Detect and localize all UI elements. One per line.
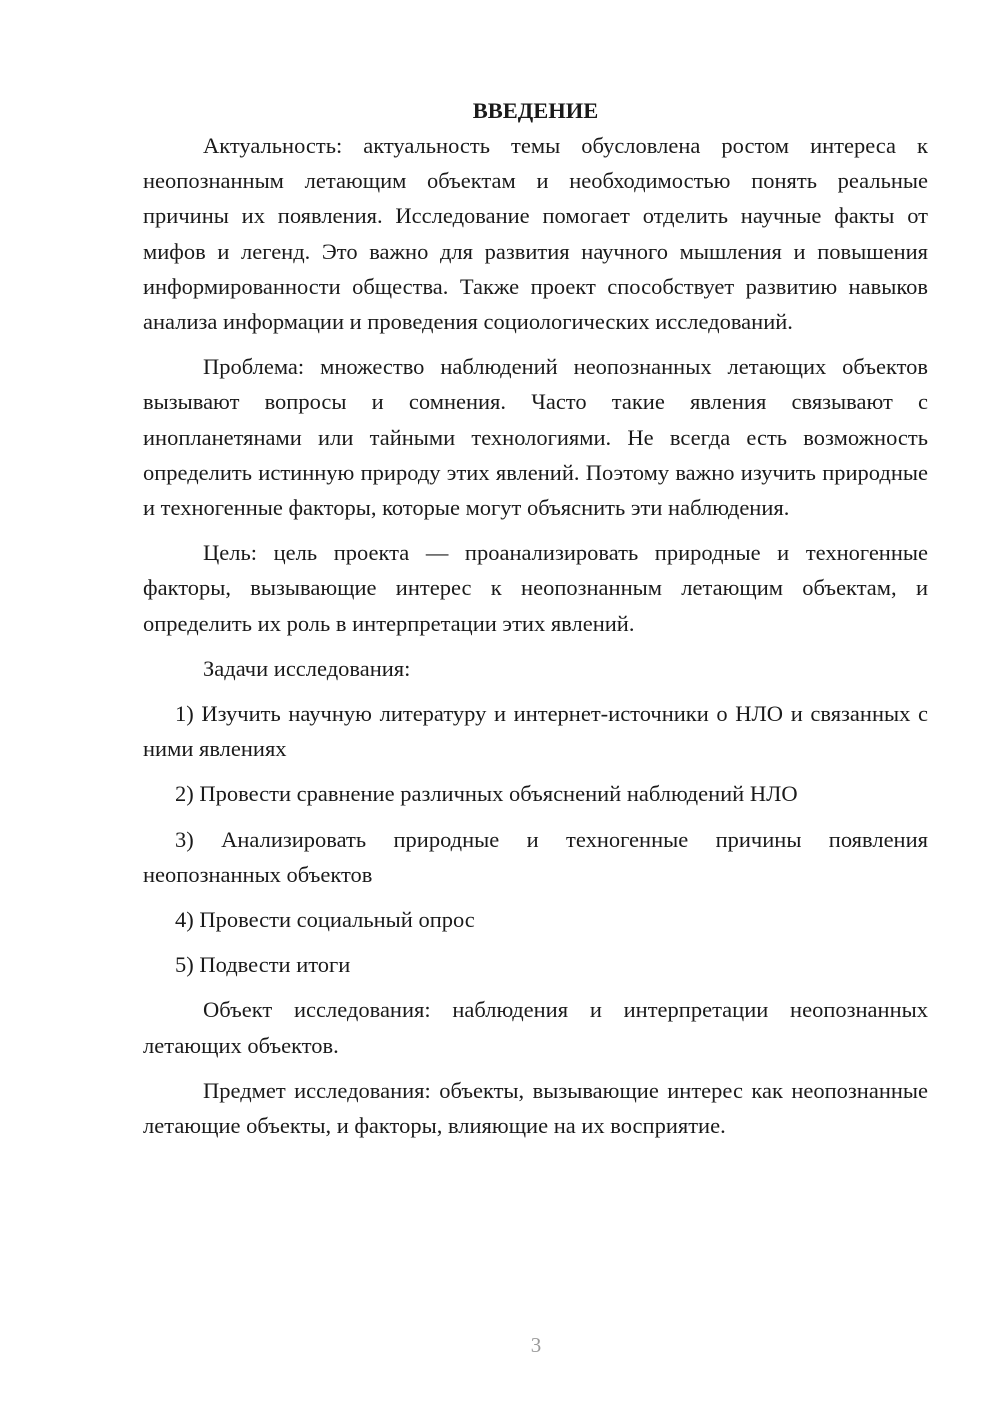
page-number: 3 [530,1333,542,1357]
object-paragraph: Объект исследования: наблюдения и интерпретации неопознанных летающих объектов. [143,997,928,1058]
subject-paragraph: Предмет исследования: объекты, вызывающие интерес как неопознанные летающие объекты, и факторы, влияющие на их восприятие. [143,1077,928,1139]
task-item-5: 5) Подвести итоги [175,952,351,978]
task-item-4: 4) Провести социальный опрос [175,907,475,933]
document-page [143,93,928,1143]
goal-paragraph: Цель: цель проекта — проанализировать природные и техногенные факторы, вызывающие интерес к неопознанным летающим объектам, и определить их роль в интерпретации этих явлений. [143,540,928,636]
tasks-heading: Задачи исследования: [203,655,411,681]
task-item-3: 3) Анализировать природные и техногенные причины появления неопознанных объектов [143,826,928,887]
task-item-1: 1) Изучить научную литературу и интернет-источники о НЛО и связанных с ними явлениях [143,701,928,762]
section-title: ВВЕДЕНИЕ [472,98,599,123]
relevance-paragraph: Актуальность: актуальность темы обусловлена ростом интереса к неопознанным летающим объектам и необходимостью понять реальные причины их появления. Исследование помогает отделить научные факты от мифов и легенд. Это важно для развития научного мышления и повышения информированности общества. Также проект способствует развитию навыков анализа информации и проведения социологических исследований. [143,133,928,335]
task-item-2: 2) Провести сравнение различных объяснений наблюдений НЛО [175,781,798,807]
problem-paragraph: Проблема: множество наблюдений неопознанных летающих объектов вызывают вопросы и сомнения. Часто такие явления связывают с инопланетянами или тайными технологиями. Не всегда есть возможность определить истинную природу этих явлений. Поэтому важно изучить природные и техногенные факторы, которые могут объяснить эти наблюдения. [143,354,928,521]
